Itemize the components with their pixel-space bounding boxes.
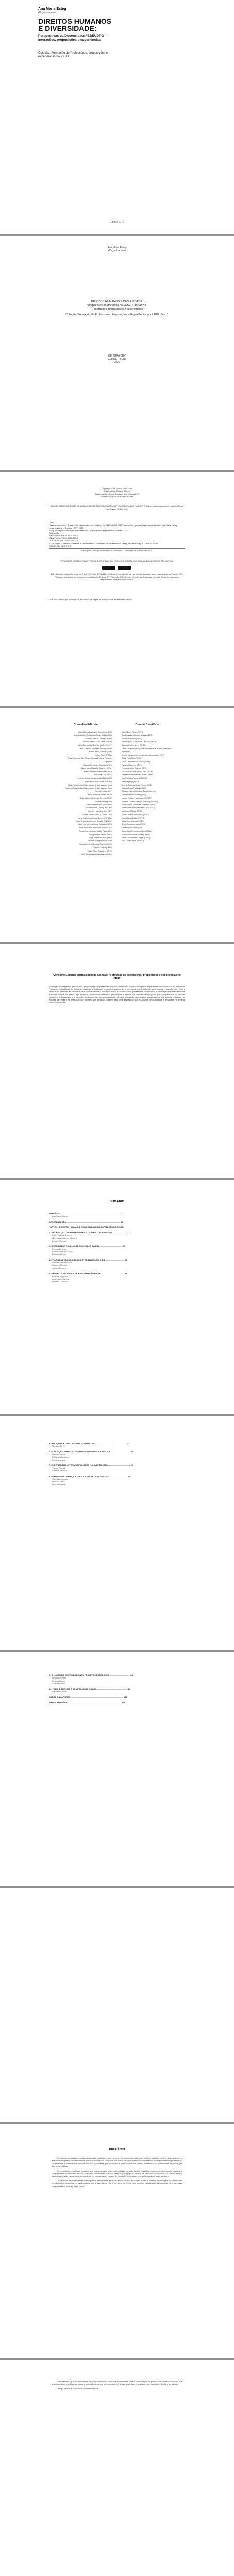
toc-entry[interactable]: 9. O LUGAR DA DIVERSIDADE NOS PROJETOS ESCOLARES .................................. 119	[49, 1674, 133, 1676]
preface-page-1	[0, 2124, 234, 2358]
council-member: Rodrigo Pratte-Santos (UFES)	[89, 833, 112, 836]
council-member: Lourdes Helena da Silva (UFV)	[122, 793, 146, 796]
preface-paragraph: As experiências relatadas mostram que a aproximação entre universidade e escola básica possibilita aos futuros professores vivenciar a complexidade do cotidiano escolar, refletindo criticamente sobre as práticas pedagógicas e sobre os sentidos da docência. Ao mesmo tempo, os professores da escola básica encontram no programa um espaço de formação continuada e de valorização de seus saberes.	[52, 2169, 182, 2178]
toc-author: Carlos Henrique Souza	[52, 1250, 74, 1253]
council-member: Maria Lília Imbiriba Sousa Colares (UFOPA)	[78, 823, 112, 826]
app-store-badges	[102, 566, 131, 570]
council-member: Josania Portela (UFPI)	[94, 800, 112, 803]
preface-body	[52, 2380, 182, 2392]
council-member: Tadeu Oliver Gonçalves (UFPA)	[88, 850, 112, 852]
council-member: Jailson Alves dos Santos (UFRJ)	[87, 793, 112, 796]
toc-title: SUMÁRIO	[109, 1200, 125, 1204]
catalog-record: D598 Direitos humanos e diversidade: perspectivas da docência na FEBEUDPO-PIBID: interações, proposições e experiências / Ana Maria Esteg (organizadora) – Curitiba : CRV, 2020. 152 p. (Coleção: Formação de Professores: proposições e experiências no PIBID – v. 1) Bibliografia ISBN Digital 978-65-5578-000-0 ISBN Físico 978-65-5578-000-0 DOI 10.24824/978655578000.0 1. Educação 2. Direitos humanos 3. Diversidade 4. Formação de professores I. Esteg, Ana Maria org. II. Título III. Série. CDU 37.014 CDD 370.7	[49, 521, 177, 547]
international-council-page	[0, 944, 234, 1178]
preface-body	[52, 2157, 182, 2189]
council-member: Gloria Fariñas León (Universidade de La Havana – Cuba)	[68, 784, 112, 786]
council-member: Helder Buenos Aires de Carvalho (UFPI)	[122, 774, 154, 776]
council-member: Carlos Alberto Vilar Estêvão (UMINHO – PT)	[77, 744, 112, 747]
council-member: Carlos Federico Dominguez Avila (Unieuro)	[78, 748, 112, 750]
council-member: Suzana dos Santos Gomes (UFMG)	[122, 833, 150, 836]
council-member: Eliane Rose Maio (UEM)	[122, 757, 141, 760]
toc-author: Luciana Teixeira	[52, 1469, 67, 1472]
preface-paragraph: Em tempos desafiadores para a educação brasileira, é com alegria que apresento esta obra, fruto do trabalho coletivo desenvolvido no âmbito do Programa Institucional de Bolsa de Iniciação à Docência. Os textos reunidos neste volume revelam o compromisso de professores, supervisores e licenciandos com uma formação docente que reconhece a centralidade dos direitos humanos e da diversidade na construção da escola pública.	[52, 2157, 182, 2168]
editorial-council-list	[61, 731, 112, 856]
toc-author: Daniela Ribeiro Costa	[52, 1261, 72, 1264]
council-member: Fernando Antônio Gonçalves Alcoforado (IPB)	[76, 777, 112, 779]
half-title-author: Ana Maria Esteg (Organizadora)	[107, 246, 127, 252]
preface-paragraph: Desejo a todos e todas uma excelente leitura.	[57, 2387, 99, 2390]
council-member: Francisco Carlos Duarte (PUC-PR)	[85, 781, 112, 783]
toc-entry[interactable]: 7. EXPERIÊNCIAS INTERDISCIPLINARES NO SUBPROJETO ...................................... 95	[49, 1464, 133, 1467]
council-member: Guillermo Arias Beatón (Universidade de La Havana – Cuba)	[65, 787, 112, 789]
toc-author: Helena Castro	[52, 1679, 65, 1682]
council-member: Maria Cristina dos Santos Bezerra (UFSCar)	[77, 817, 112, 819]
council-member: Jussara Fraga Portugal (UNEB)	[122, 787, 146, 789]
toc-author: André Luiz Santos	[52, 1278, 69, 1281]
council-member: Sérgio Nunes de Jesus (IFRO)	[122, 823, 146, 826]
toc-list	[49, 1671, 185, 1704]
council-member: Tania Suely Azevedo Brasileiro (UFOPA)	[80, 853, 112, 856]
council-member: Kilwangy Kya Kapitango-a-Samba (Unemat)	[122, 790, 156, 793]
toc-list	[49, 1210, 185, 1283]
toc-page-3	[0, 1652, 234, 1886]
toc-entry[interactable]: 8. DIREITOS DA CRIANÇA E DO ADOLESCENTE NA ESCOLA ................................ 107	[49, 1475, 132, 1478]
council-member: Elizeu Clementino de Souza (UNEB)	[83, 770, 112, 773]
council-member: Silvia Regina Canan (URI)	[122, 826, 142, 829]
council-member: Lourdes Helena da Silva (UFV)	[88, 810, 112, 812]
council-member: Leonel Severo Rocha (UNISINOS)	[85, 803, 112, 806]
council-member: Cesar Gerónimo Tello (Universidad Nacional de Três de Febrero – Argentina)	[122, 748, 173, 753]
toc-entry[interactable]: APRESENTAÇÃO ............................................................................................. 15	[49, 1220, 123, 1223]
peer-review-note: Este livro passou por avaliação e aprovação às cegas de dois ou mais pareceristas ad hoc.	[49, 598, 132, 601]
toc-author: Priscila Duarte	[52, 1483, 66, 1486]
copyright-page	[0, 472, 234, 706]
council-member: Élsio José Corá (UFFS)	[94, 774, 112, 776]
toc-author: Marcos Antônio de Oliveira	[52, 1236, 77, 1240]
cover-title-line: DIREITOS HUMANOS	[38, 17, 112, 25]
council-member: Inês Bragança (UERJ)	[122, 781, 139, 783]
cover-title-line: E DIVERSIDADE:	[38, 24, 97, 32]
toc-author: Aline Monteiro	[52, 1682, 65, 1685]
council-member: Antônio Pereira Gaio Júnior (UFRRJ)	[83, 741, 112, 743]
council-member: Andréia da Silva Quintanilha Sousa (UNIR/UFRN)	[73, 734, 112, 737]
digital-edition-notice: ESTA OBRA TAMBÉM ENCONTRA-SE DISPONÍVEL EM FORMATO DIGITAL. CONHEÇA E BAIXE NOSSO APLICATIVO!	[60, 560, 174, 562]
international-council-title: Conselho Editorial Internacional da Coleção: “Formação de professores: proposições e experiências no PIBID”	[53, 974, 181, 980]
council-member: Mohammed Elhajji (UFRJ)	[122, 810, 142, 812]
council-member: Maria Lurdes Pinto de Almeida (UNOESC)	[122, 807, 155, 809]
google-play-badge-icon[interactable]	[118, 566, 131, 570]
toc-author: Roberta Cardoso	[52, 1280, 68, 1283]
toc-entry[interactable]: 2. DIVERSIDADE E INCLUSÃO NA ESCOLA BÁSICA ....................................... 35	[49, 1245, 126, 1248]
council-member: Renato Francisco dos Santos Paula (UFG)	[79, 830, 112, 833]
toc-author: Lucia Helena Bezerra	[52, 1233, 72, 1236]
catalog-title: DADOS INTERNACIONAIS DE CATALOGAÇÃO NA PUBLICAÇÃO (CIP) CATALOGAÇÃO NA FONTE Bibliotecária responsável: Luzenira Alves dos Santos CRB9/1506	[51, 505, 183, 510]
council-member: Maria de Lourdes Pinto de Almeida (UNOESC)	[76, 820, 112, 822]
half-title-title: DIREITOS HUMANOS E DIVERSIDADE: perspectivas da docência na FEBEUDPO-PIBID – interações, proposições e experiências	[87, 300, 147, 311]
scientific-committee-list	[122, 731, 173, 843]
toc-author: Camila Rocha	[52, 1453, 65, 1456]
toc-entry[interactable]: 4. GÊNERO E SEXUALIDADE NA FORMAÇÃO INICIAL ....................................... 59	[49, 1272, 128, 1275]
council-member: Andréia N. Militão (UEMS)	[122, 737, 142, 740]
council-member: Solange Helena Ximenes-Rocha (UFOPA)	[79, 843, 112, 845]
international-council-text: A coleção “Formação de professores: proposições e experiências no PIBID” tem como objetivo divulgar as experiências desenvolvidas no âmbito do Programa Institucional de Bolsa de Iniciação à Docência, reunindo trabalhos de professores coordenadores, supervisores e licenciandos. Com a publicação, pretende-se contribuir para o debate sobre a formação inicial e continuada de professores, destacando a articulação entre universidade e escola básica. Os textos aqui reunidos apresentam reflexões, proposições e relatos de práticas pedagógicas que dialogam com os direitos humanos, a diversidade e a inclusão, temas centrais para a construção de uma educação democrática. Agradecemos aos autores e autoras, às escolas parceiras e às instituições de fomento que tornaram possível esta obra, esperando que ela inspire novas práticas e pesquisas na área da formação docente.	[49, 985, 185, 1004]
toc-author: Juliana Ferreira	[52, 1266, 66, 1269]
council-member: Diosnel Centurion (Univ Autónoma de Assunción – PY)	[122, 754, 164, 756]
toc-author: Ana Maria Esteg	[52, 1215, 68, 1218]
toc-author: Vanessa Moreira	[52, 1477, 68, 1480]
council-member: Aldira Guimarães Duarte Domínguez (UNB)	[78, 731, 112, 733]
cover-subtitle: Perspectivas da Docência na FEBEUDPO — interações, proposições e experiências	[38, 34, 108, 42]
council-member: Marcos Vinicius Francisco (UNOESTE)	[122, 797, 152, 800]
toc-entry[interactable]: PREFÁCIO ........................................................................................................ 11	[49, 1212, 123, 1215]
app-store-badge-icon[interactable]	[102, 566, 115, 570]
council-member: Vera Lucia Gaspar (UDESC)	[122, 840, 144, 842]
copyright-credits: Copyright © da Editora CRV Ltda. Editor-chefe: Railson Moura Diagramação e Capa: Designers da Editora CRV Revisão: Analista de Escrita e Artes	[94, 487, 140, 498]
toc-list	[49, 1439, 185, 1486]
toc-entry[interactable]: 1. A FORMAÇÃO DE PROFESSORES E OS DIREITOS HUMANOS ....................... 21	[49, 1231, 129, 1234]
publisher-address: 2020 Foi feito o depósito legal conf. Lei 10.994 de 14/12/2004 Proibida a reprodução parcial ou total desta obra sem autorização da Editora CRV Todos os direitos desta edição reservados pela: Editora CRV Tel.: (41) 3039-6418 – E-mail: sac@editoracrv.com.br Conheça os nossos lançamentos: www.editoracrv.com.br	[51, 573, 183, 581]
council-member: Gláucia Maria dos Santos Jorge (UFOP)	[122, 770, 153, 773]
council-member: Lídia de Oliveira Xavier (UNIEURO)	[85, 807, 112, 809]
toc-page-2	[0, 1416, 234, 1650]
toc-author: Patrícia Nogueira	[52, 1275, 68, 1278]
toc-entry[interactable]: PARTE I – DIREITOS HUMANOS E DIVERSIDADE NA FORMAÇÃO DOCENTE	[49, 1226, 124, 1229]
council-member: Sonia Maria Ferreira Koehler (UNISAL)	[122, 830, 152, 833]
blank-page	[0, 1888, 234, 2122]
council-member: Fauston Negreiros (UFPI)	[122, 764, 142, 767]
council-member: Sérgio Nunes de Jesus (IFRO)	[88, 837, 112, 839]
toc-author: Rafael Cunha	[52, 1480, 65, 1483]
editorial-council-title: Conselho Editorial:	[73, 723, 100, 726]
council-member: Sydione Santos (UEPG)	[93, 846, 112, 849]
council-member: Mônica Pereira dos Santos (UFRJ)	[122, 814, 149, 816]
council-member: Eduardo Fernandes Barbosa (UFMG)	[83, 764, 112, 767]
council-member: Simone Rodrigues Pinto (UNB)	[88, 840, 112, 842]
toc-author: Beatriz Mendes	[52, 1239, 66, 1242]
council-member: Marcelo Paixão (UFRJ e UTexas – US)	[82, 814, 112, 816]
toc-author: Renata Almeida	[52, 1247, 67, 1250]
toc-entry[interactable]: 6. EDUCAÇÃO ESPECIAL E DIREITOS HUMANOS NA ESCOLA .................................. 83	[49, 1450, 133, 1453]
preface-page-2	[0, 2360, 234, 2576]
toc-author: Gustavo Martins	[52, 1264, 68, 1267]
toc-author: Mariana Pires	[52, 1445, 65, 1448]
toc-entry[interactable]: 3. PRÁTICAS PEDAGÓGICAS E EXPERIÊNCIAS NO PIBID ................................ 47	[49, 1258, 127, 1261]
catalog-index: Índice para catálogo sistemático 1. Educação – formação de professores 370.7	[80, 549, 154, 552]
council-member: Paulo Romualdo Hernandes (UNIFAL-MG)	[79, 826, 112, 829]
cover-page	[0, 0, 234, 234]
publisher-logo: Editora CRV	[110, 221, 124, 224]
toc-entry[interactable]: ÍNDICE REMISSIVO ............................................................................................ 149	[49, 1701, 126, 1704]
council-member: Barbara Coelho Neves (UFBA)	[122, 744, 146, 747]
half-title-publisher: EDITORA CRV Curitiba – Brasil 2020	[108, 354, 126, 364]
council-member: Ilma Passos A. Veiga (UNICEUB)	[122, 777, 148, 779]
preface-paragraph: Os capítulos abordam temas como gênero, sexualidade, relações étnico-raciais, educação especial, direitos da criança e do adolescente e projetos interdisciplinares, evidenciando que a diversidade não é um tema periférico, mas um eixo estruturante da formação de professores comprometidos com a justiça social.	[52, 2179, 182, 2188]
half-title-page	[0, 236, 234, 470]
council-member: Carmen Tereza Velanga (UNIR)	[88, 751, 112, 753]
cover-title	[38, 18, 111, 32]
toc-author: Bruno Azevedo	[52, 1676, 66, 1680]
council-member: Anna Augusta Sampaio de Oliveira (UNESP)	[122, 741, 157, 743]
council-member: Maria de Lourdes Pinto de Almeida (UNOESC)	[122, 800, 158, 803]
preface-paragraph: Cabe ressaltar que a continuidade de programas como o PIBID é fundamental para a consolidação de políticas de formação docente que articulem teoria e prática, pesquisa e extensão, ensino e aprendizagem. A leitura deste livro é, portanto, um convite à reflexão e ao diálogo.	[52, 2380, 182, 2386]
toc-page-1	[0, 1180, 234, 1414]
scientific-committee-title: Comitê Científico:	[135, 723, 160, 726]
council-member: José de Ribamar Sousa Pereira (UCB)	[122, 784, 152, 786]
toc-author: Fernanda Lima	[52, 1253, 66, 1256]
toc-entry[interactable]: SOBRE OS AUTORES ........................................................................................... 143	[49, 1696, 127, 1699]
council-member: Maria Eurácia Barreto de Andrade (UFRB)	[122, 803, 155, 806]
cover-author: Ana Maria Esteg	[38, 7, 66, 11]
toc-author: Eduardo Pacheco	[52, 1455, 69, 1459]
toc-author: Thiago Barros	[52, 1466, 65, 1469]
council-member: Celso Conti (UFSCar)	[95, 754, 112, 756]
toc-entry[interactable]: 10. PIBID, DOCÊNCIA E COMPROMISSO SOCIAL .................................................. 131	[49, 1687, 130, 1690]
council-member: Vânia Alves Martins Chaigar (FURG)	[122, 837, 151, 839]
toc-author: Gabriela Santos	[52, 1690, 67, 1693]
toc-entry[interactable]: 5. RELAÇÕES ÉTNICO-RACIAIS E CURRÍCULO ...................................................... 71	[49, 1442, 130, 1445]
toc-author: Simone Araújo	[52, 1458, 66, 1461]
council-member: Elione Maria Nogueira Diogenes (UFAL)	[81, 767, 112, 770]
council-member: Altair Alberto Fávero (UPF)	[122, 731, 143, 733]
council-member: Elizeu Clementino de Souza (UNEB)	[122, 760, 151, 763]
council-member: João Adalberto Campato Junior (UNESP)	[80, 797, 112, 800]
council-member: Nilson José Machado (USP)	[122, 820, 144, 822]
cover-author-role: (Organizadora)	[38, 11, 56, 14]
cover-collection: Coleção: Formação de Professores: proposições e experiências no PIBID	[38, 52, 108, 58]
half-title-collection: Coleção: Formação de Professores: Proposições e Experiências no PIBID - Vol. 1	[65, 313, 169, 316]
council-member: Ana Chrystina Venancio Mignot (UERJ)	[122, 734, 153, 737]
council-member: Cesar Gerónimo Tello (Univer. Nacional Três de Febrero – Argentina)	[67, 757, 112, 763]
editorial-council-page	[0, 708, 234, 942]
catalog-rule-bottom	[49, 548, 185, 549]
preface-title: PREFÁCIO	[109, 2148, 125, 2151]
council-member: Francisco Ari de Andrade (UFC)	[122, 767, 147, 770]
council-member: Anselmo Alencar Colares (UFOPA)	[85, 737, 112, 740]
council-member: Najela Tavares Ujiie (UTFPR)	[122, 817, 145, 819]
council-member: Helmuth Krüger (UCP)	[94, 790, 112, 793]
